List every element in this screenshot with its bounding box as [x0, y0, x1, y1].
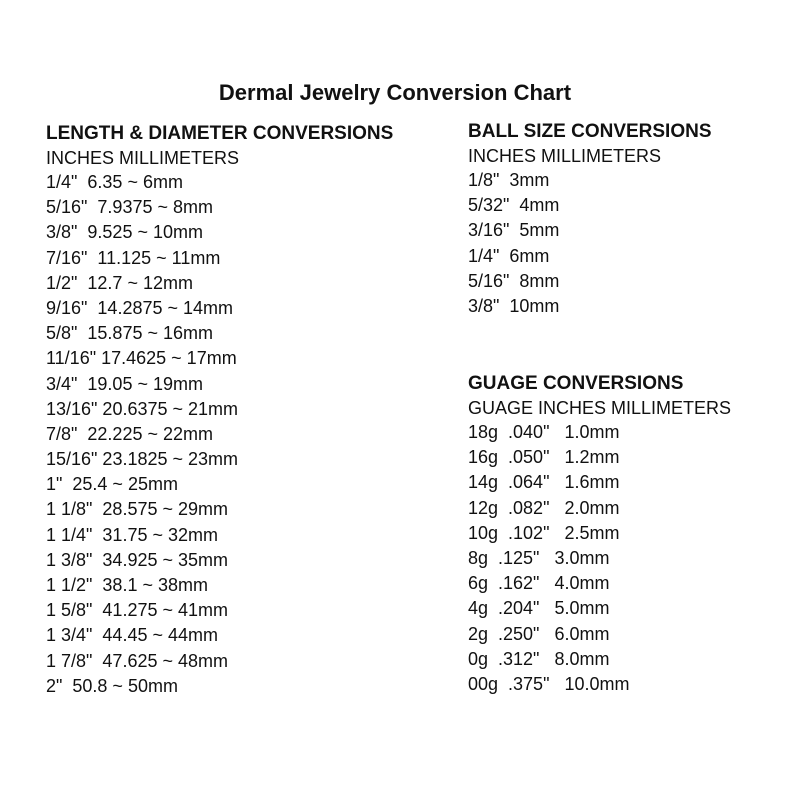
conversion-row: 3/16" 5mm	[468, 220, 560, 241]
ball-size-section	[468, 120, 712, 319]
conversion-row: 13/16" 20.6375 ~ 21mm	[46, 398, 239, 419]
conversion-row: 12g .082" 2.0mm	[468, 497, 620, 518]
conversion-row: 1 1/4" 31.75 ~ 32mm	[46, 524, 218, 545]
conversion-row: 5/16" 8mm	[468, 270, 560, 291]
conversion-row: 1/4" 6mm	[468, 245, 550, 266]
conversion-row: 5/16" 7.9375 ~ 8mm	[46, 197, 213, 218]
conversion-row: 9/16" 14.2875 ~ 14mm	[46, 297, 234, 318]
conversion-row: 11/16" 17.4625 ~ 17mm	[46, 348, 237, 369]
gauge-section	[468, 372, 731, 697]
ball-size-column-headers: INCHES MILLIMETERS	[468, 146, 662, 166]
conversion-row: 15/16" 23.1825 ~ 23mm	[46, 449, 239, 470]
conversion-row: 2" 50.8 ~ 50mm	[46, 675, 178, 696]
conversion-row: 10g .102" 2.5mm	[468, 522, 620, 543]
conversion-row: 1/2" 12.7 ~ 12mm	[46, 272, 193, 293]
conversion-row: 3/8" 10mm	[468, 295, 560, 316]
conversion-row: 3/8" 9.525 ~ 10mm	[46, 222, 203, 243]
conversion-row: 1" 25.4 ~ 25mm	[46, 474, 178, 495]
conversion-row: 14g .064" 1.6mm	[468, 472, 620, 493]
conversion-row: 5/32" 4mm	[468, 195, 560, 216]
ball-size-rows	[468, 168, 712, 319]
conversion-row: 18g .040" 1.0mm	[468, 422, 620, 442]
conversion-row: 1/4" 6.35 ~ 6mm	[46, 172, 183, 192]
length-diameter-column-headers: INCHES MILLIMETERS	[46, 148, 240, 168]
conversion-row: 3/4" 19.05 ~ 19mm	[46, 373, 203, 394]
ball-size-heading: BALL SIZE CONVERSIONS	[468, 121, 712, 142]
gauge-heading: GUAGE CONVERSIONS	[468, 373, 684, 394]
conversion-row: 00g .375" 10.0mm	[468, 673, 630, 694]
conversion-row: 1 3/4" 44.45 ~ 44mm	[46, 625, 218, 646]
length-diameter-heading: LENGTH & DIAMETER CONVERSIONS	[46, 123, 394, 144]
conversion-row: 1 5/8" 41.275 ~ 41mm	[46, 600, 229, 621]
conversion-row: 16g .050" 1.2mm	[468, 447, 620, 468]
conversion-row: 4g .204" 5.0mm	[468, 598, 610, 619]
length-diameter-rows	[46, 170, 393, 699]
conversion-row: 7/8" 22.225 ~ 22mm	[46, 423, 213, 444]
conversion-row: 8g .125" 3.0mm	[468, 547, 610, 568]
conversion-row: 1 1/2" 38.1 ~ 38mm	[46, 575, 208, 595]
conversion-row: 0g .312" 8.0mm	[468, 648, 610, 669]
conversion-row: 7/16" 11.125 ~ 11mm	[46, 247, 221, 268]
conversion-row: 5/8" 15.875 ~ 16mm	[46, 323, 213, 344]
length-diameter-section	[46, 122, 393, 699]
conversion-row: 1 7/8" 47.625 ~ 48mm	[46, 650, 229, 671]
conversion-row: 1 3/8" 34.925 ~ 35mm	[46, 549, 229, 570]
conversion-row: 1/8" 3mm	[468, 170, 550, 190]
gauge-rows	[468, 420, 731, 697]
gauge-column-headers: GUAGE INCHES MILLIMETERS	[468, 398, 732, 418]
conversion-row: 2g .250" 6.0mm	[468, 623, 610, 644]
conversion-row: 1 1/8" 28.575 ~ 29mm	[46, 499, 229, 520]
conversion-row: 6g .162" 4.0mm	[468, 573, 610, 594]
page-title: Dermal Jewelry Conversion Chart	[218, 80, 572, 105]
